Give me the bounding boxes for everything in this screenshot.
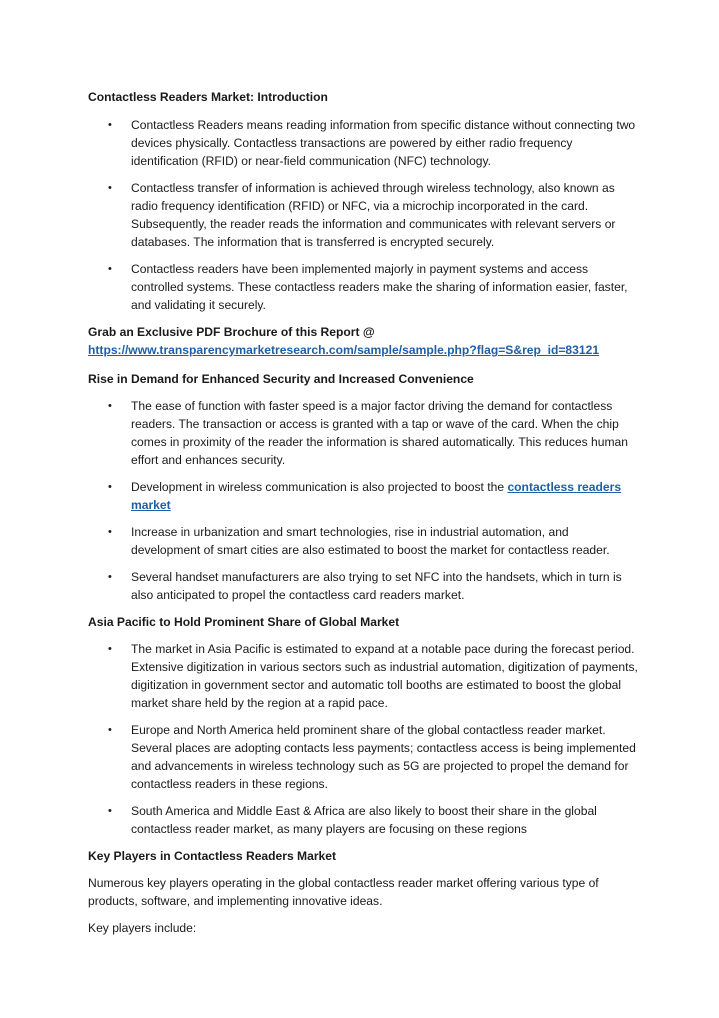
intro-bullet-text: Contactless transfer of information is achieved through wireless technology, also known as radio frequency identification (RFID) or NFC, via a microchip incorporated in the card. Subsequently, the reader reads the information and communicates with relevant servers or databases. The information that is transferred is encrypted securely.: [131, 181, 616, 249]
list-item: [88, 478, 639, 514]
demand-heading: Rise in Demand for Enhanced Security and Increased Convenience: [88, 372, 474, 386]
list-item: [88, 721, 639, 793]
bullet-icon: •: [108, 119, 112, 131]
brochure-link[interactable]: https://www.transparencymarketresearch.com/sample/sample.php?flag=S&rep_id=83121: [88, 343, 600, 357]
bullet-icon: •: [108, 400, 112, 412]
bullet-icon: •: [108, 263, 112, 275]
demand-bullet-list: [88, 397, 639, 604]
players-paragraph: Numerous key players operating in the global contactless reader market offering various type of products, software, and implementing innovative ideas.: [88, 876, 599, 908]
asia-heading: Asia Pacific to Hold Prominent Share of Global Market: [88, 615, 400, 629]
bullet-icon: •: [108, 481, 112, 493]
list-item: [88, 802, 639, 838]
asia-bullet-text: South America and Middle East & Africa are also likely to boost their share in the global contactless reader market, as many players are focusing on these regions: [131, 804, 597, 836]
list-item: [88, 179, 639, 251]
asia-bullet-list: [88, 640, 639, 838]
bullet-icon: •: [108, 182, 112, 194]
contactless-readers-market-link[interactable]: contactless readers market: [131, 480, 622, 512]
intro-heading: Contactless Readers Market: Introduction: [88, 90, 328, 104]
asia-bullet-text: The market in Asia Pacific is estimated to expand at a notable pace during the forecast period. Extensive digitization in various sectors such as industrial automation, digitization of payments, digitization in government sector and automatic toll booths are estimated to boost the global market share held by the region at a rapid pace.: [131, 642, 638, 710]
list-item: [88, 640, 639, 712]
demand-bullet-text: Several handset manufacturers are also trying to set NFC into the handsets, which in turn is also anticipated to propel the contactless card readers market.: [131, 570, 622, 602]
demand-bullet-text: Increase in urbanization and smart technologies, rise in industrial automation, and development of smart cities are also estimated to boost the market for contactless reader.: [131, 525, 610, 557]
asia-bullet-text: Europe and North America held prominent share of the global contactless reader market. Several places are adopting contacts less payments; contactless access is being implemented and advancements in wireless technology such as 5G are projected to propel the demand for contactless readers in these regions.: [131, 723, 636, 791]
list-item: [88, 523, 639, 559]
players-heading: Key Players in Contactless Readers Market: [88, 849, 337, 863]
intro-bullet-list: [88, 116, 639, 314]
list-item: [88, 260, 639, 314]
list-item: [88, 568, 639, 604]
list-item: [88, 397, 639, 469]
bullet-icon: •: [108, 571, 112, 583]
intro-bullet-text: Contactless readers have been implemented majorly in payment systems and access controlled systems. These contactless readers make the sharing of information easier, faster, and validating it securely.: [131, 262, 628, 312]
bullet-icon: •: [108, 805, 112, 817]
intro-bullet-text: Contactless Readers means reading information from specific distance without connecting two devices physically. Contactless transactions are powered by either radio frequency identification (RFID) or near-field communication (NFC) technology.: [131, 118, 636, 168]
brochure-label: Grab an Exclusive PDF Brochure of this Report @: [88, 325, 375, 339]
demand-bullet-text: The ease of function with faster speed is a major factor driving the demand for contactless readers. The transaction or access is granted with a tap or wave of the card. When the chip comes in proximity of the reader the information is shared automatically. This reduces human effort and enhances security.: [131, 399, 628, 467]
bullet-icon: •: [108, 643, 112, 655]
players-include-label: Key players include:: [88, 921, 197, 935]
list-item: [88, 116, 639, 170]
bullet-icon: •: [108, 526, 112, 538]
demand-bullet-text: Development in wireless communication is also projected to boost the: [131, 480, 508, 494]
bullet-icon: •: [108, 724, 112, 736]
